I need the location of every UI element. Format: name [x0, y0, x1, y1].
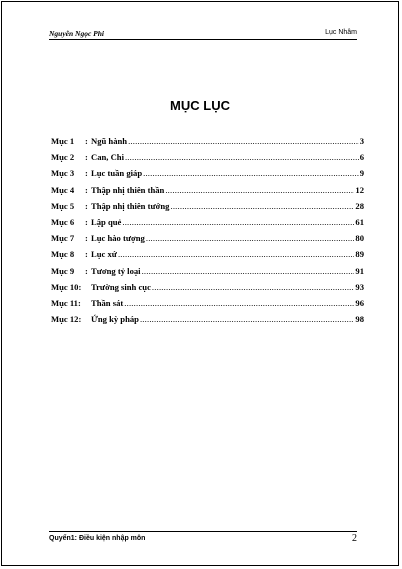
toc-entry-separator: : — [85, 200, 88, 211]
toc-entry-page: 28 — [355, 200, 364, 211]
footer-rule — [49, 531, 357, 532]
toc-entry[interactable] — [51, 266, 364, 282]
toc-entry[interactable] — [51, 314, 364, 330]
toc-leader-dots — [122, 217, 354, 227]
toc-entry-page: 6 — [359, 152, 364, 163]
document-page — [1, 1, 399, 566]
toc-entry[interactable] — [51, 185, 364, 201]
toc-entry-label: Mục 7 — [51, 233, 75, 244]
table-of-contents — [51, 136, 364, 330]
toc-entry[interactable] — [51, 249, 364, 265]
toc-leader-dots — [125, 152, 359, 162]
toc-leader-dots — [142, 266, 355, 276]
toc-entry-page: 3 — [359, 136, 364, 146]
toc-entry-separator: : — [85, 249, 88, 260]
toc-entry-name: Lục xứ — [91, 249, 117, 260]
footer-page-number: 2 — [352, 533, 357, 544]
toc-leader-dots — [170, 201, 354, 211]
toc-entry-label: Mục 1 — [51, 136, 75, 146]
toc-entry[interactable] — [51, 298, 364, 314]
toc-entry-name: Thần sát — [91, 297, 124, 308]
toc-leader-dots — [128, 136, 359, 146]
toc-leader-dots — [124, 298, 354, 308]
toc-entry-label: Mục 3 — [51, 168, 75, 179]
toc-entry[interactable] — [51, 168, 364, 184]
toc-entry-name: Lập quẻ — [91, 216, 122, 227]
toc-entry-separator: : — [85, 152, 88, 163]
toc-entry-page: 91 — [355, 265, 364, 276]
toc-entry-separator: : — [85, 216, 88, 227]
toc-entry-label: Mục 8 — [51, 249, 75, 260]
page-title: MỤC LỤC — [170, 98, 230, 113]
toc-entry-label: Mục 5 — [51, 200, 75, 211]
toc-entry-page: 12 — [355, 184, 364, 195]
toc-entry-name: Lục hào tượng — [91, 233, 145, 244]
footer-volume: Quyển1: Điều kiện nhập môn — [49, 535, 146, 542]
toc-entry-separator: : — [85, 168, 88, 179]
toc-entry-label: Mục 9 — [51, 265, 75, 276]
toc-leader-dots — [118, 249, 354, 259]
toc-entry-name: Lục tuần giáp — [91, 168, 143, 179]
header-author: Nguyễn Ngọc Phi — [49, 29, 104, 38]
toc-entry[interactable] — [51, 217, 364, 233]
toc-entry-label: Mục 10: — [51, 281, 82, 292]
toc-leader-dots — [165, 185, 354, 195]
toc-entry-name: Thập nhị thiên thần — [91, 184, 165, 195]
toc-entry-page: 89 — [355, 249, 364, 260]
toc-entry-page: 9 — [359, 168, 364, 179]
toc-leader-dots — [143, 168, 359, 178]
toc-entry-separator: : — [85, 136, 88, 146]
toc-entry-page: 98 — [355, 314, 364, 325]
toc-leader-dots — [152, 282, 355, 292]
toc-entry[interactable] — [51, 152, 364, 168]
toc-entry-label: Mục 4 — [51, 184, 75, 195]
toc-entry-label: Mục 12: — [51, 314, 82, 325]
toc-entry-separator: : — [85, 184, 88, 195]
toc-entry-name: Can, Chi — [91, 152, 124, 163]
toc-entry[interactable] — [51, 233, 364, 249]
toc-entry-label: Mục 6 — [51, 216, 75, 227]
toc-entry[interactable] — [51, 136, 364, 152]
toc-entry-separator: : — [85, 233, 88, 244]
toc-entry-label: Mục 11: — [51, 297, 81, 308]
toc-entry-page: 96 — [355, 297, 364, 308]
toc-entry-label: Mục 2 — [51, 152, 75, 163]
toc-entry[interactable] — [51, 282, 364, 298]
toc-entry-name: Trường sinh cục — [91, 281, 151, 292]
toc-entry-page: 80 — [355, 233, 364, 244]
toc-entry-name: Tương tỷ loại — [91, 265, 141, 276]
toc-entry-name: Thập nhị thiên tướng — [91, 200, 170, 211]
toc-leader-dots — [146, 233, 355, 243]
toc-entry-page: 61 — [355, 216, 364, 227]
toc-entry-name: Ngũ hành — [91, 136, 128, 146]
toc-entry-page: 93 — [355, 281, 364, 292]
header-book-title: Lục Nhâm — [325, 29, 357, 36]
toc-leader-dots — [140, 314, 354, 324]
toc-entry-name: Ứng kỳ pháp — [91, 314, 139, 325]
toc-entry-separator: : — [85, 265, 88, 276]
toc-entry[interactable] — [51, 201, 364, 217]
header-rule — [49, 39, 357, 40]
